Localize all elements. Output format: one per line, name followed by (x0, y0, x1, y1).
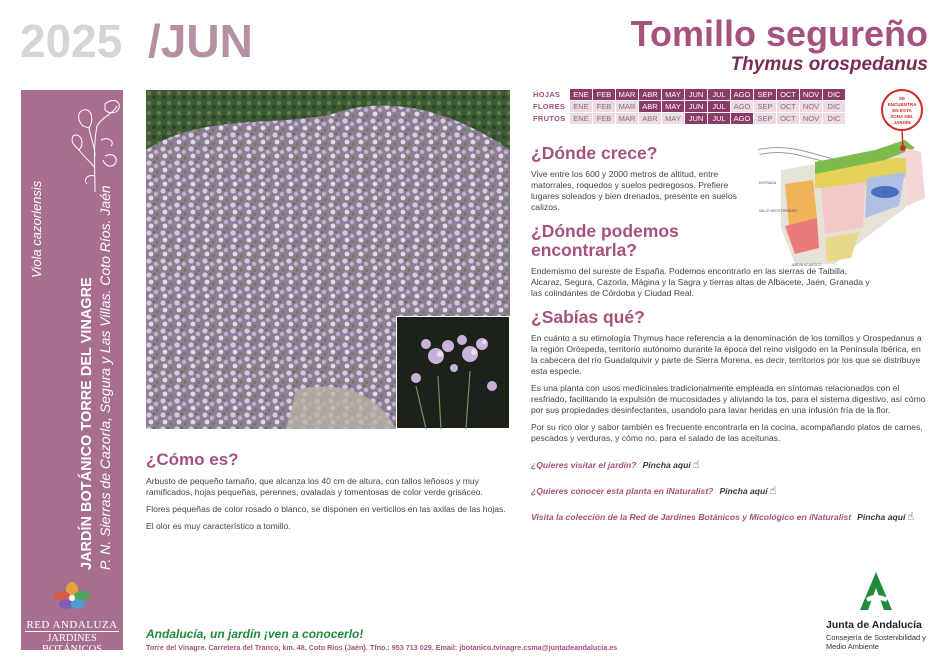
link-inaturalist-collection[interactable] (531, 510, 931, 523)
calendar-month-cell: NOV (800, 101, 822, 112)
section-sabias-que (531, 308, 926, 444)
sabias-que-paragraph: En cuánto a su etimología Thymus hace referencia a la denominación de los tomillos y Orospedanus a la región Oróspeda, territorio autónomo durante la época del reino visigodo en la Península Ibérica, en la cabecera del río Guadalquivir y parte de Sierra Morena, es decir, territorios por los que se distribuye esta especie. (531, 333, 922, 376)
calendar-month-cell: ABR (639, 113, 661, 124)
map-label-acuatico: JARDÍN ACUÁTICO (791, 263, 822, 267)
calendar-month-cell: DIC (823, 101, 845, 112)
calendar-month-cell: OCT (777, 101, 799, 112)
park-name: P. N. Sierras de Cazorla, Segura y Las Villas. Coto Ríos. Jaén (97, 185, 113, 570)
thyme-flower-closeup-photo (396, 316, 510, 429)
footer-slogan: Andalucía, un jardín ¡ven a conocerlo! (146, 627, 364, 641)
donde-encontrarla-title: ¿Dónde podemos encontrarla? (531, 221, 679, 260)
month-label: /JUN (148, 15, 253, 67)
links-list (531, 458, 931, 536)
calendar-month-cell: MAR (616, 101, 638, 112)
donde-crece-title: ¿Dónde crece? (531, 143, 658, 163)
calendar-month-cell: SEP (754, 113, 776, 124)
calendar-month-cell: MAY (662, 113, 684, 124)
como-es-title: ¿Cómo es? (146, 450, 239, 469)
calendar-month-cell: ENE (570, 113, 592, 124)
logo-line2: JARDINES BOTÁNICOS (25, 631, 119, 657)
pinch-aqui-link[interactable]: Pincha aquí (857, 511, 906, 522)
sidebar (21, 90, 123, 665)
calendar-month-cell: JUL (708, 113, 730, 124)
calendar-month-cell: ABR (639, 101, 661, 112)
footer-address: Torre del Vinagre. Carretera del Tranco, km. 48, Coto Ríos (Jaén). Tfno.: 953 713 029. Email: jbotanico.tvinagre.csma@juntadeandalucia.es (146, 643, 618, 652)
calendar-month-cell: OCT (777, 89, 799, 100)
donde-encontrarla-text: Endemismo del sureste de España. Podemos encontrarlo en las sierras de Taibilla, Alcaraz, Segura, Cazorla, Mágina y la Sagra y tierras altas de Albacete, Jaén, Granada y las colindantes de Córdoba y Ciudad Real. (531, 266, 870, 298)
sabias-que-paragraph: Por su rico olor y sabor también es frecuente encontrarla en la cocina, acompañando platos de carnes, pescados y verduras, y cómo no, para el salado de las aceitunas. (531, 422, 923, 443)
map-label-valle: VALLE MEDITERRÁNEO (759, 209, 798, 213)
pinch-aqui-link[interactable]: Pincha aquí (642, 459, 691, 470)
calendar-month-cell: DIC (823, 89, 845, 100)
flower-logo-icon (52, 580, 92, 612)
sabias-que-title: ¿Sabías qué? (531, 307, 645, 327)
calendar-month-cell: FEB (593, 113, 615, 124)
viola-drawing-icon (65, 96, 123, 194)
calendar-month-cell: ABR (639, 89, 661, 100)
calendar-month-cell: JUN (685, 101, 707, 112)
calendar-month-cell: DIC (823, 113, 845, 124)
calendar-month-cell: ENE (570, 89, 592, 100)
logo-line3: EN ESPACIOS NATURALES (25, 658, 119, 665)
sidebar-species-label: Viola cazorlensis (29, 180, 44, 278)
calendar-month-cell: JUL (708, 89, 730, 100)
calendar-month-cell: JUN (685, 113, 707, 124)
calendar-row-label: FRUTOS (533, 114, 566, 123)
section-donde-encontrarla (531, 222, 891, 299)
link-question: ¿Quieres conocer esta planta en iNaturalist? (531, 485, 714, 496)
calendar-month-cell: FEB (593, 89, 615, 100)
como-es-paragraph: El olor es muy característico a tomillo. (146, 521, 291, 531)
calendar-month-cell: JUN (685, 89, 707, 100)
calendar-month-cell: SEP (754, 89, 776, 100)
section-como-es (146, 450, 506, 532)
calendar-month-cell: OCT (777, 113, 799, 124)
link-visit-garden[interactable] (531, 458, 931, 471)
red-andaluza-logo[interactable] (25, 580, 119, 665)
svg-text:SEENCUENTRAEN ESTAZONA DELJARD: SE ENCUENTRA EN ESTA ZONA DEL JARDÍN (887, 96, 917, 125)
como-es-paragraph: Flores pequeñas de color rosado o blanco, se disponen en verticilos en las axilas de las hojas. (146, 504, 506, 514)
junta-name: Junta de Andalucía (826, 619, 922, 631)
year-label: 2025 (20, 15, 123, 67)
pointer-hand-icon: ☝ (692, 459, 700, 471)
calendar-month-cell: MAR (616, 113, 638, 124)
link-question: ¿Quieres visitar el jardín? (531, 459, 637, 470)
garden-name: JARDÍN BOTÁNICO TORRE DEL VINAGRE (79, 277, 95, 570)
species-title-block (631, 14, 928, 76)
logo-line1: RED ANDALUZA (26, 619, 118, 631)
calendar-month-cell: JUL (708, 101, 730, 112)
link-question: Visita la colección de la Red de Jardines Botánicos y Micológico en iNaturalist (531, 511, 852, 522)
calendar-month-cell: AGO (731, 101, 753, 112)
calendar-month-cell: SEP (754, 101, 776, 112)
common-name: Tomillo segureño (630, 13, 928, 54)
section-donde-crece (531, 144, 746, 213)
calendar-row-label: FLORES (533, 102, 566, 111)
junta-a-icon (856, 570, 896, 612)
como-es-paragraph: Arbusto de pequeño tamaño, que alcanza los 40 cm de altura, con tallos leñosos y muy ramificados, hojas pequeñas, perennes, ovaladas y tomentosas de color verde grisáceo. (146, 476, 483, 497)
link-inaturalist-plant[interactable] (531, 484, 931, 497)
sabias-que-paragraph: Es una planta con usos medicinales tradicionalmente empleada en síntomas relacionados con el resfriado, facilitando la expulsión de mucosidades y aliviando la tos, para el sistema digestivo, así cómo por sus propiedades desinfectantes, usandolo para lavar heridas en una infusión fría de la flor. (531, 383, 926, 415)
pointer-hand-icon: ☝ (907, 511, 915, 523)
pinch-aqui-link[interactable]: Pincha aquí (719, 485, 768, 496)
calendar-month-cell: MAR (616, 89, 638, 100)
calendar-month-cell: NOV (800, 113, 822, 124)
calendar-row-label: HOJAS (533, 90, 561, 99)
calendar-month-cell: MAY (662, 89, 684, 100)
calendar-month-cell: AGO (731, 113, 753, 124)
calendar-month-cell: MAY (662, 101, 684, 112)
junta-andalucia-logo[interactable] (826, 570, 938, 651)
pointer-hand-icon: ☝ (769, 485, 777, 497)
calendar-month-cell: AGO (731, 89, 753, 100)
calendar-month-cell: FEB (593, 101, 615, 112)
junta-dept: Consejería de Sostenibilidad y Medio Ambiente (826, 633, 926, 651)
calendar-month-cell: NOV (800, 89, 822, 100)
donde-crece-text: Vive entre los 600 y 2000 metros de altitud, entre matorrales, roquedos y suelos pedregosos. Prefiere lugares soleados y bien drenados, presente en suelos calizos. (531, 169, 737, 212)
calendar-month-cell: ENE (570, 101, 592, 112)
scientific-name: Thymus orospedanus (730, 54, 928, 75)
map-label-entrada: ENTRADA (759, 181, 777, 185)
